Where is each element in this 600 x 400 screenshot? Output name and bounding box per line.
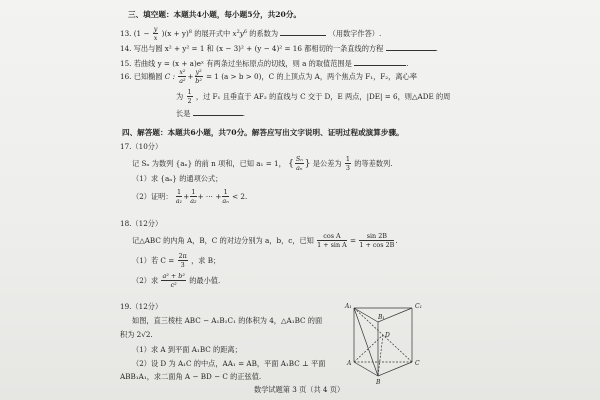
label-b: B [376,379,381,385]
q19-part2-line1: （2）设 D 为 A₁C 的中点，AA₁ = AB，平面 A₁BC ⊥ 平面 [132,359,326,368]
q18-statement: 记△ABC 的内角 A，B，C 的对边分别为 a，b，c，已知 $\frac{\text{cos A}}{\text{1 + sin A}}$ = $\frac{\sin 2B}{1 + \cos 2B}$ . [132,232,398,250]
q14-answer-blank[interactable] [386,43,436,51]
q17-header: 17.（10分） [120,142,163,151]
question-15: 15. 若曲线 y = (x + a)eˣ 有两条过坐标原点的切线，则 a 的取值范围是 . [120,59,409,68]
q13-text-a: (1 − [133,28,150,38]
q13-answer-blank[interactable] [280,28,326,36]
label-b1: B₁ [378,314,385,321]
q19-part1: （1）求 A 到平面 A₁BC 的距离； [132,345,242,354]
q17-statement: 记 Sₙ 为数列 {aₙ} 的前 n 项和，已知 a₁ = 1， { $\frac{\text{Sₙ}}{\text{aₙ}}$ } 是公差为 $\frac{1}{3}$ 的等差数列. [132,155,393,173]
q17-sn-over-an: $\frac{\text{Sₙ}}{\text{aₙ}}$ [295,155,303,173]
label-c1: C₁ [415,303,422,310]
label-a1: A₁ [345,303,352,310]
q15-number: 15. [120,59,132,68]
q15-answer-blank[interactable] [354,58,406,66]
q17-common-difference: $\frac{1}{3}$ [345,155,350,173]
q13-text-d: 的系数为 [249,28,279,38]
edge-a1b1 [354,308,378,322]
q16-eccentricity: $\frac{1}{2}$ [187,88,192,106]
q14-text: 写出与圆 x² + y² = 1 和 (x − 3)² + (y − 4)² = 16 都相切的一条直线的方程 [133,44,384,53]
q16-number: 16. [120,71,132,81]
q19-statement-line1: 如图，直三棱柱 ABC − A₁B₁C₁ 的体积为 4，△A₁BC 的面 [132,316,323,325]
q17-part1: （1）求 {aₙ} 的通项公式； [132,174,223,183]
edge-bc [378,362,412,376]
edge-bd [378,335,383,376]
q16-line-3: 长是 . [176,109,245,118]
q16-fraction-x: $\frac{\text{x²}}{\text{a²}}$ [179,68,186,86]
section3-title: 三、填空题：本题共4小题，每小题5分，共20分。 [128,10,302,19]
q18-part1: （1）若 C = $\frac{2\pi}{3}$ ，求 B； [132,252,221,270]
q16-answer-blank[interactable] [193,108,243,116]
q15-text: 若曲线 y = (x + a)eˣ 有两条过坐标原点的切线，则 a 的取值范围是 [133,59,352,68]
q16-fraction-y: $\frac{\text{y²}}{\text{b²}}$ [195,68,202,86]
edge-ab [354,362,378,376]
q14-number: 14. [120,44,132,53]
q13-fraction: $\frac{y}{x}$ [153,25,158,43]
q13-number: 13. [120,28,132,38]
question-14: 14. 写出与圆 x² + y² = 1 和 (x − 3)² + (y − 4)² = 16 都相切的一条直线的方程 . [120,44,438,53]
label-c: C [415,360,420,367]
q13-text-b: )(x + y) [161,28,189,38]
q19-header: 19.（12分） [120,302,163,311]
q16-line-2: 为 $\frac{1}{2}$ ，过 F₁ 且垂直于 AF₂ 的直线与 C 交于 D，E 两点，|DE| = 6，则△ADE 的周 [176,88,451,106]
q18-lhs-fraction: $\frac{\text{cos A}}{\text{1 + sin A}}$ [317,232,347,250]
question-16: 16. 已知椭圆 C : $\frac{\text{x²}}{\text{a²}}$ + $\frac{\text{y²}}{\text{b²}}$ = 1 (a > b > 0)，C 的上顶点为 A，两个焦点为 F₁，F₂，离心率 [120,68,417,86]
q19-statement-line2: 积为 2√2. [120,330,153,339]
q13-text-c: 的展开式中 [194,28,231,38]
page-footer: 数学试题第 3 页（共 4 页） [254,385,345,394]
prism-figure [340,300,430,385]
label-a: A [347,360,352,367]
q18-part2: （2）求 $\frac{\text{a² + b²}}{\text{c²}}$ 的最小值. [132,272,221,290]
section4-title: 四、解答题：本题共6小题，共70分。解答应写出文字说明、证明过程或演算步骤。 [122,128,404,137]
edge-a1b [354,308,378,376]
q13-text-e: （用数字作答）. [328,28,382,38]
question-13: 13. (1 − $\frac{y}{x}$ )$(x + y)^8$ 的展开式中 $x^2y^6$ 的系数为 （用数字作答）. [120,25,382,43]
label-d: D [385,332,390,339]
q19-part2-line2: ABB₁A₁，求二面角 A − BD − C 的正弦值. [120,372,262,381]
q18-header: 18.（12分） [120,219,163,228]
q17-part2: （2）证明： $\frac{1}{\text{a₁}}$ + $\frac{1}{\text{a₂}}$ + ⋯ + $\frac{1}{\text{aₙ}}$ < 2. [132,188,248,206]
q18-rhs-fraction: $\frac{\sin 2B}{1 + \cos 2B}$ [359,232,395,250]
